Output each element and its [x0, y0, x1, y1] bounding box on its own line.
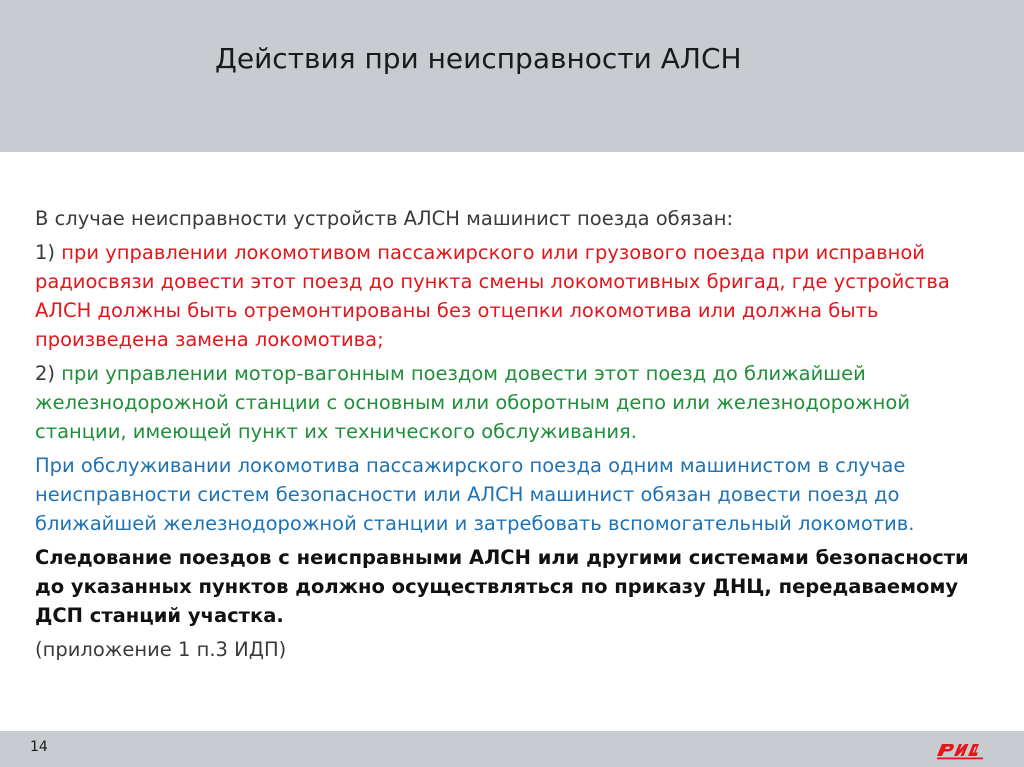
item-2-number: 2)	[35, 362, 62, 385]
slide-footer	[0, 731, 1024, 767]
item-2	[35, 359, 995, 446]
rzd-logo-icon	[934, 736, 986, 762]
blue-paragraph: При обслуживании локомотива пассажирского поезда одним машинистом в случае неисправности систем безопасности или АЛСН машинист обязан довести поезд до ближайшей железнодорожной станции и затребовать вспомогательный локомотив.	[35, 454, 915, 535]
item-1	[35, 238, 995, 354]
bold-paragraph: Следование поездов с неисправными АЛСН или другими системами безопасности до указанных пунктов должно осуществляться по приказу ДНЦ, передаваемому ДСП станций участка.	[35, 546, 969, 627]
item-1-text: при управлении локомотивом пассажирского или грузового поезда при исправной радиосвязи довести этот поезд до пункта смены локомотивных бригад, где устройства АЛСН должны быть отремонтированы без отцепки локомотива или должна быть произведена замена локомотива;	[35, 241, 950, 351]
slide-title: Действия при неисправности АЛСН	[215, 42, 742, 75]
item-1-number: 1)	[35, 241, 62, 264]
item-2-text: при управлении мотор-вагонным поездом довести этот поезд до ближайшей железнодорожной станции с основным или оборотным депо или железнодорожной станции, имеющей пункт их технического обслуживания.	[35, 362, 911, 443]
page-number: 14	[30, 739, 48, 755]
reference-note: (приложение 1 п.3 ИДП)	[35, 638, 287, 661]
slide-header	[0, 0, 1024, 152]
intro-paragraph: В случае неисправности устройств АЛСН машинист поезда обязан:	[35, 207, 734, 230]
slide-content	[35, 204, 995, 669]
